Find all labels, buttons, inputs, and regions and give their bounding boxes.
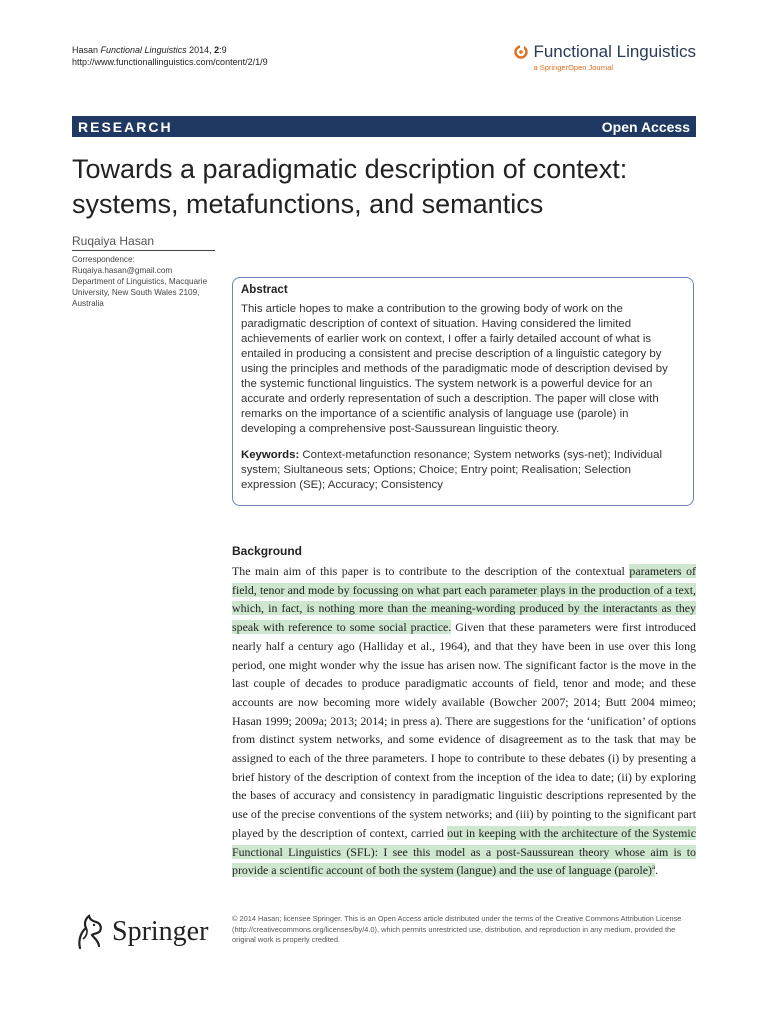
springeropen-logo-icon (514, 45, 528, 59)
journal-logo-name: Functional Linguistics (533, 42, 696, 61)
background-end: . (655, 863, 659, 878)
springer-horse-icon (72, 912, 106, 952)
citation-volume: 2 (214, 45, 220, 55)
article-author: Ruqaiya Hasan (72, 234, 155, 248)
citation-author: Hasan (72, 45, 99, 55)
correspondence-email[interactable]: Ruqaiya.hasan@gmail.com (72, 266, 173, 275)
highlighted-text-1: parameters of field, tenor and mode by focussing on what part each parameter plays in the production of a text, which, in fact, is nothing more than the meaning-wording produced by the interactants as they speak with reference to some social practice. (232, 564, 696, 635)
license-notice: © 2014 Hasan; licensee Springer. This is an Open Access article distributed under the terms of the Creative Commons Attribution License (http://creativecommons.org/licenses/by/4.0), which permits unrestricted use, distribution, and reproduction in any medium, provided the original work is properly credited. (232, 914, 682, 945)
section-banner (72, 116, 696, 137)
correspondence-block (72, 250, 215, 309)
journal-logo[interactable] (514, 42, 696, 72)
background-text-2: Given that these parameters were first introduced nearly half a century ago (Halliday et al., 1964), and that they have been in use over this long period, one might wonder why the issue has arisen now. The significant factor is the move in the last couple of decades to produce paradigmatic accounts of field, tenor and mode; and these accounts are now becoming more widely available (Bowcher 2007; 2014; Butt 2004 mimeo; Hasan 1999; 2009a; 2013; 2014; in press a). There are suggestions for the ‘unification’ of options from distinct system networks, and some evidence of disagreement as to the task that may be assigned to each of the three parameters. I hope to contribute to these debates (i) by presenting a brief history of the description of context from the inception of the idea to date; (ii) by exploring the bases of accuracy and consistency in paradigmatic linguistic descriptions represented by the use of the precise conventions of the system networks; and (iii) by pointing to the significant part played by the description of context, carried (232, 620, 696, 840)
keywords-list: Context-metafunction resonance; System networks (sys-net); Individual system; Siultaneous sets; Options; Choice; Entry point; Realisation; Selection expression (SE); Accuracy; Consistency (241, 449, 663, 491)
background-heading: Background (232, 544, 303, 558)
section-label: RESEARCH (78, 118, 173, 135)
citation-journal: Functional Linguistics (100, 45, 187, 55)
highlighted-text-2-body: out in keeping with the architecture of the Systemic Functional Linguistics (SFL): I see this model as a post-Saussurean theory whose aim is to provide a scientific account of both the system (langue) and the use of language (parole) (232, 825, 696, 878)
citation-year: 2014, (189, 45, 212, 55)
article-url[interactable]: http://www.functionallinguistics.com/content/2/1/9 (72, 57, 268, 67)
publisher-name: Springer (112, 916, 209, 947)
abstract-heading: Abstract (241, 284, 288, 296)
journal-logo-subtitle: a SpringerOpen Journal (533, 63, 614, 72)
open-access-label: Open Access (601, 118, 690, 135)
correspondence-label: Correspondence: (72, 255, 135, 264)
abstract-box (232, 277, 694, 506)
correspondence-affiliation: Department of Linguistics, Macquarie University, New South Wales 2109, Australia (72, 277, 208, 308)
citation-article: :9 (219, 45, 227, 55)
keywords (241, 448, 685, 493)
background-paragraph (232, 562, 696, 880)
keywords-label: Keywords: (241, 449, 300, 461)
abstract-text: This article hopes to make a contribution to the growing body of work on the paradigmatic description of context of situation. Having considered the limited achievements of earlier work on context, I offer a fairly detailed account of what is entailed in producing a consistent and precise description of a linguistic category by using the principles and methods of the paradigmatic mode of description devised by the systemic functional linguistics. The system network is a powerful device for an accurate and orderly representation of such a description. The paper will close with remarks on the importance of a scientific analysis of language use (parole) in developing a comprehensive post-Saussurean linguistic theory. (241, 303, 668, 435)
background-text-1: The main aim of this paper is to contribute to the description of the contextual (232, 564, 630, 578)
publisher-logo (72, 912, 208, 952)
article-title: Towards a paradigmatic description of context: systems, metafunctions, and semantics (72, 154, 628, 219)
citation-header (72, 44, 268, 68)
footnote-marker[interactable]: a (651, 863, 656, 872)
